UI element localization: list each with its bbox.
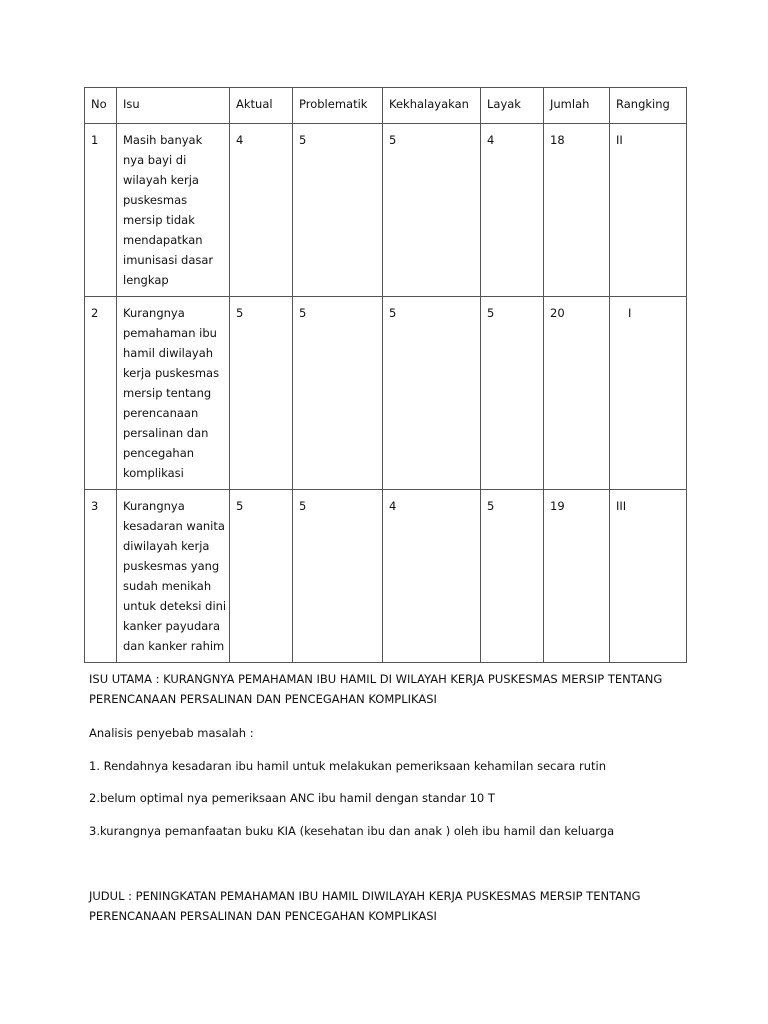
title-statement: JUDUL : PENINGKATAN PEMAHAMAN IBU HAMIL DIWILAYAH KERJA PUSKESMAS MERSIP TENTANG PERENCANAAN PERSALINAN DAN PENCEGAHAN KOMPLIKASI [89,889,641,923]
cell-kekhalayakan: 4 [383,490,481,663]
table-row [85,124,687,297]
cell-aktual: 4 [230,124,293,297]
header-no: No [85,88,117,124]
cell-rangking: II [610,124,687,297]
cell-kekhalayakan: 5 [383,297,481,490]
isu-text: Kurangnya kesadaran wanita diwilayah kerja puskesmas yang sudah menikah untuk deteksi dini kanker payudara dan kanker rahim [123,499,227,653]
cell-no: 2 [85,297,117,490]
table-header-row [85,88,687,124]
header-jumlah: Jumlah [544,88,610,124]
cause-item: 3.kurangnya pemanfaatan buku KIA (kesehatan ibu dan anak ) oleh ibu hamil dan keluarga [89,824,615,838]
header-isu: Isu [117,88,230,124]
cell-rangking: III [610,490,687,663]
header-kekhalayakan: Kekhalayakan [383,88,481,124]
cell-kekhalayakan: 5 [383,124,481,297]
cell-aktual: 5 [230,297,293,490]
cause-analysis-heading: Analisis penyebab masalah : [89,726,254,740]
cell-jumlah: 18 [544,124,610,297]
header-rangking: Rangking [610,88,687,124]
issue-scoring-table [84,87,687,663]
cell-layak: 5 [481,297,544,490]
header-problematik: Problematik [293,88,383,124]
header-layak: Layak [481,88,544,124]
isu-text: Kurangnya pemahaman ibu hamil diwilayah kerja puskesmas mersip tentang perencanaan persalinan dan pencegahan komplikasi [123,306,220,480]
cell-isu [117,490,230,663]
cause-item: 1. Rendahnya kesadaran ibu hamil untuk melakukan pemeriksaan kehamilan secara rutin [89,759,606,773]
cell-rangking: I [610,297,687,490]
cell-aktual: 5 [230,490,293,663]
cell-layak: 4 [481,124,544,297]
isu-text: Masih banyak nya bayi di wilayah kerja puskesmas mersip tidak mendapatkan imunisasi dasar lengkap [123,133,214,287]
table-row [85,297,687,490]
cell-isu [117,124,230,297]
cell-no: 3 [85,490,117,663]
main-issue-statement: ISU UTAMA : KURANGNYA PEMAHAMAN IBU HAMIL DI WILAYAH KERJA PUSKESMAS MERSIP TENTANG PERENCANAAN PERSALINAN DAN PENCEGAHAN KOMPLIKASI [89,672,663,706]
cell-jumlah: 19 [544,490,610,663]
cell-problematik: 5 [293,297,383,490]
cause-item: 2.belum optimal nya pemeriksaan ANC ibu hamil dengan standar 10 T [89,791,495,805]
cell-problematik: 5 [293,490,383,663]
header-aktual: Aktual [230,88,293,124]
cell-jumlah: 20 [544,297,610,490]
cell-problematik: 5 [293,124,383,297]
cell-no: 1 [85,124,117,297]
cell-layak: 5 [481,490,544,663]
table-row [85,490,687,663]
cell-isu [117,297,230,490]
